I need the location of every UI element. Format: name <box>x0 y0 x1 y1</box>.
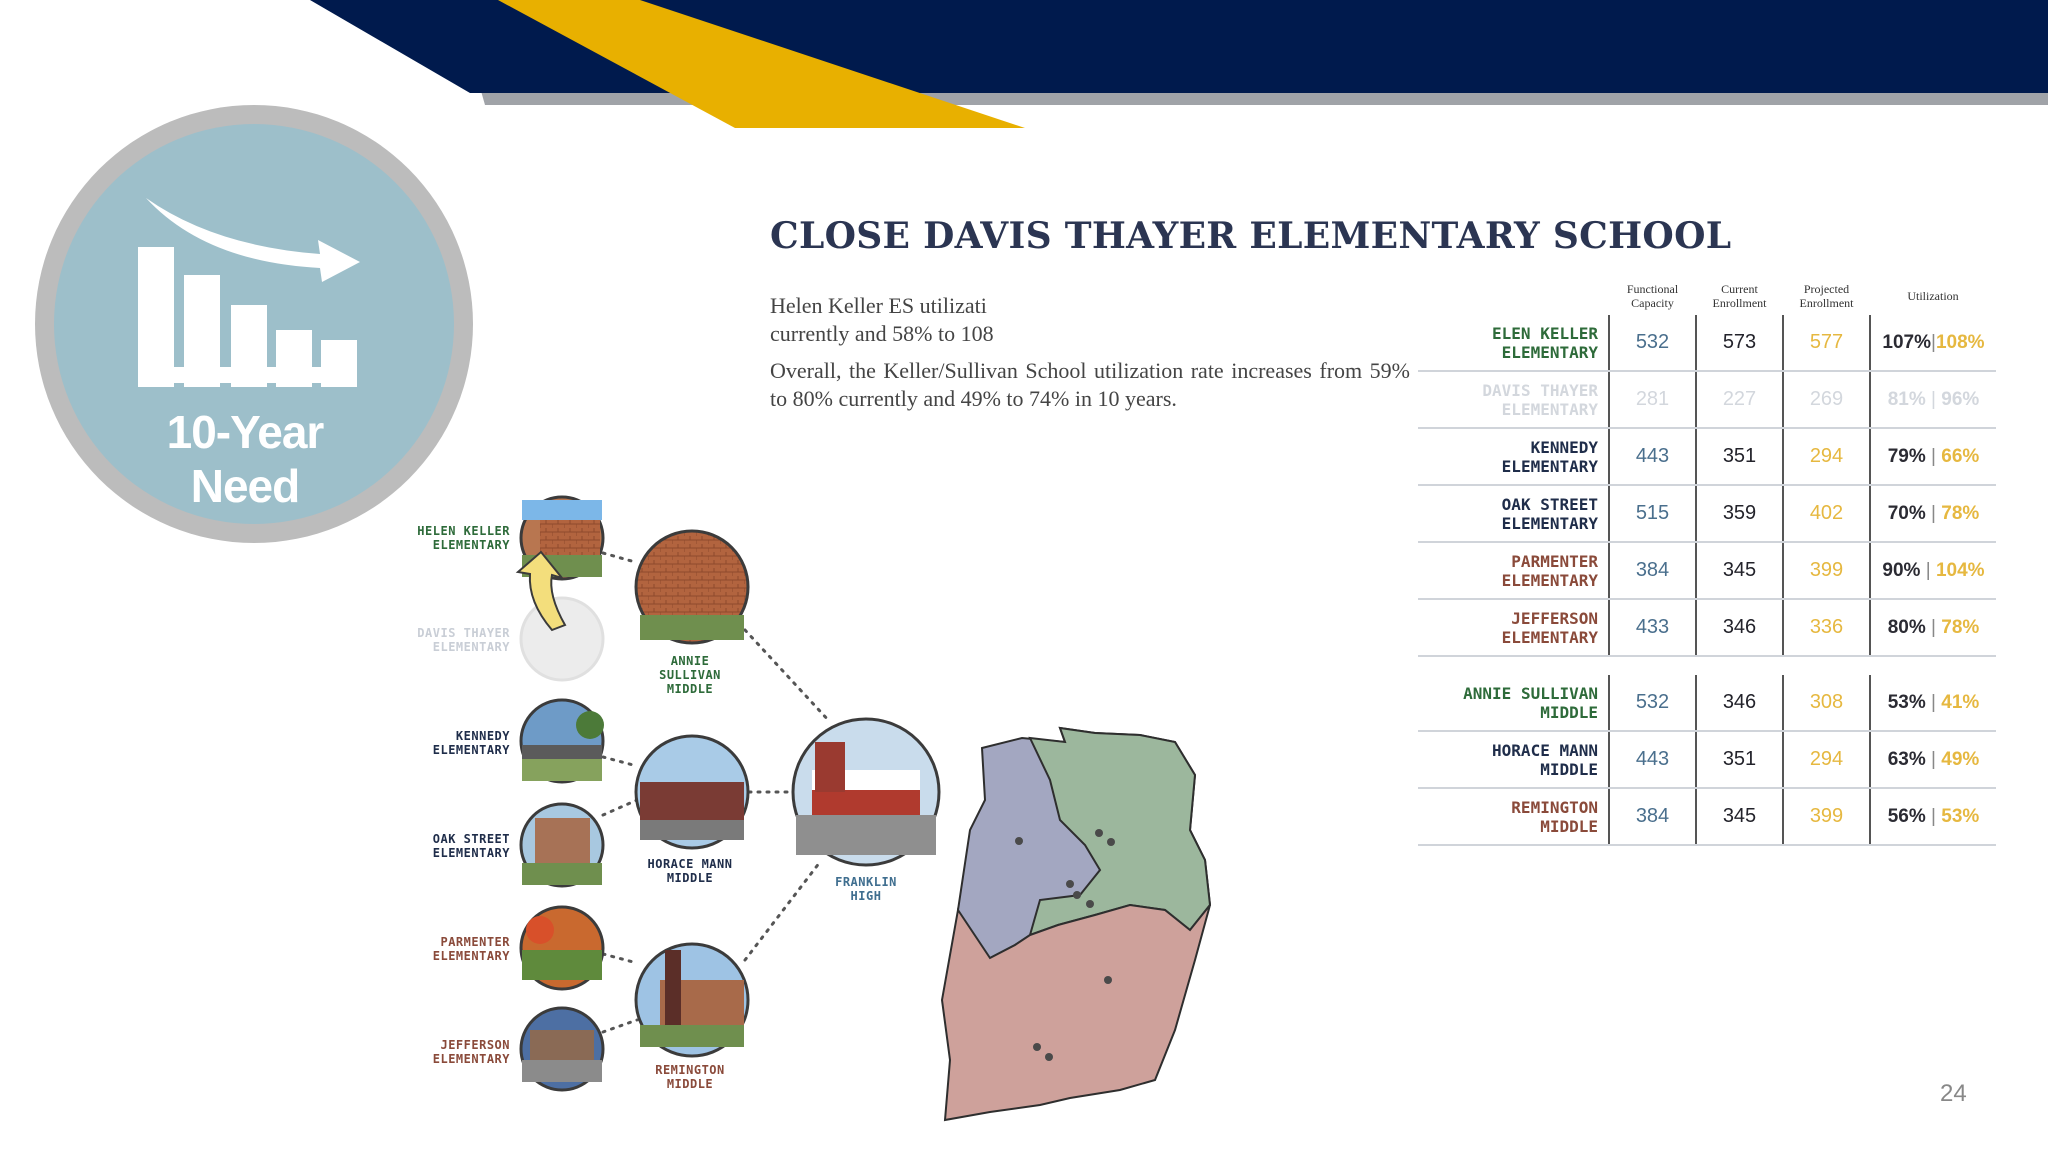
util-current: 53% <box>1887 691 1926 713</box>
label-line: PARMENTER <box>440 935 510 949</box>
school-name-line: MIDDLE <box>1540 702 1598 722</box>
school-name <box>1418 485 1609 542</box>
projected-cell: 577 <box>1783 315 1870 371</box>
label-line: MIDDLE <box>666 871 714 885</box>
current-cell: 345 <box>1696 788 1783 845</box>
table-row <box>1418 371 1996 428</box>
table-row <box>1418 788 1996 845</box>
projected-cell: 308 <box>1783 675 1870 731</box>
table-row <box>1418 315 1996 371</box>
util-current: 63% <box>1887 748 1926 770</box>
capacity-cell: 433 <box>1609 599 1696 656</box>
ten-year-need-label: 10-Year Need <box>166 406 324 512</box>
util-projected: 41% <box>1941 691 1980 713</box>
label-franklin-high <box>806 875 926 903</box>
current-cell: 359 <box>1696 485 1783 542</box>
util-projected: 66% <box>1941 445 1980 467</box>
util-separator: | <box>1931 388 1936 410</box>
label-line: HORACE MANN <box>647 857 733 871</box>
util-separator: | <box>1931 805 1936 827</box>
util-current: 56% <box>1887 805 1926 827</box>
school-name-line: HORACE MANN <box>1492 740 1598 760</box>
utilization-cell <box>1870 599 1996 656</box>
utilization-cell <box>1870 675 1996 731</box>
table-header-row <box>1418 277 1996 315</box>
current-cell: 351 <box>1696 731 1783 788</box>
capacity-cell: 532 <box>1609 675 1696 731</box>
label-line: REMINGTON <box>655 1063 725 1077</box>
util-separator: | <box>1931 691 1936 713</box>
current-cell: 227 <box>1696 371 1783 428</box>
label-line: JEFFERSON <box>440 1038 510 1052</box>
header-school <box>1418 277 1609 315</box>
utilization-table <box>1418 277 1996 846</box>
label-annie-sullivan <box>630 654 750 696</box>
util-current: 80% <box>1887 616 1926 638</box>
table-spacer <box>1418 656 1996 675</box>
label-line: ELEMENTARY <box>432 846 510 860</box>
util-current: 81% <box>1887 388 1926 410</box>
school-name-line: ELEMENTARY <box>1501 627 1598 647</box>
util-separator: | <box>1931 331 1936 353</box>
label-line: ELEMENTARY <box>432 538 510 552</box>
capacity-cell: 281 <box>1609 371 1696 428</box>
utilization-cell <box>1870 371 1996 428</box>
helen-keller-note-line-2: currently and 58% to 108 <box>770 321 994 346</box>
label-line: SULLIVAN <box>659 668 721 682</box>
table-row <box>1418 542 1996 599</box>
label-davis-thayer <box>360 626 510 654</box>
label-parmenter <box>360 935 510 963</box>
header-text: Functional <box>1626 282 1679 296</box>
current-cell: 573 <box>1696 315 1783 371</box>
util-projected: 49% <box>1941 748 1980 770</box>
capacity-cell: 515 <box>1609 485 1696 542</box>
util-current: 70% <box>1887 502 1926 524</box>
school-name <box>1418 788 1609 845</box>
util-separator: | <box>1931 748 1936 770</box>
util-separator: | <box>1931 502 1936 524</box>
photo-kennedy <box>521 700 604 782</box>
current-cell: 351 <box>1696 428 1783 485</box>
photo-davis-thayer <box>521 598 603 680</box>
school-name-line: ELEMENTARY <box>1501 570 1598 590</box>
label-helen-keller <box>360 524 510 552</box>
helen-keller-note <box>770 292 1410 348</box>
label-line: DAVIS THAYER <box>417 626 510 640</box>
label-line: ELEMENTARY <box>432 743 510 757</box>
label-jefferson <box>360 1038 510 1066</box>
util-separator: | <box>1931 445 1936 467</box>
school-name-line: ELEN KELLER <box>1492 323 1598 343</box>
capacity-cell: 384 <box>1609 542 1696 599</box>
label-line: FRANKLIN <box>835 875 897 889</box>
school-name <box>1418 731 1609 788</box>
header-current-enrollment <box>1696 277 1783 315</box>
util-separator: | <box>1925 559 1931 581</box>
school-name-line: MIDDLE <box>1540 759 1598 779</box>
table-row <box>1418 675 1996 731</box>
util-current: 79% <box>1887 445 1926 467</box>
photo-horace-mann <box>636 736 748 848</box>
table-row <box>1418 599 1996 656</box>
utilization-cell <box>1870 788 1996 845</box>
header-text: Enrollment <box>1712 296 1767 310</box>
projected-cell: 399 <box>1783 788 1870 845</box>
label-line: KENNEDY <box>455 729 510 743</box>
school-name-line: OAK STREET <box>1501 494 1598 514</box>
school-name <box>1418 371 1609 428</box>
current-cell: 346 <box>1696 599 1783 656</box>
utilization-cell <box>1870 542 1996 599</box>
school-name <box>1418 315 1609 371</box>
label-line: ELEMENTARY <box>432 1052 510 1066</box>
label-line: HIGH <box>850 889 882 903</box>
projected-cell: 294 <box>1783 731 1870 788</box>
utilization-cell <box>1870 731 1996 788</box>
label-line: MIDDLE <box>666 682 714 696</box>
school-name-line: ELEMENTARY <box>1501 513 1598 533</box>
projected-cell: 399 <box>1783 542 1870 599</box>
label-line: ANNIE <box>670 654 710 668</box>
photo-remington <box>636 944 748 1056</box>
school-name-line: ELEMENTARY <box>1501 456 1598 476</box>
label-horace-mann <box>620 857 760 885</box>
school-name-line: ELEMENTARY <box>1501 342 1598 362</box>
slide-title: CLOSE DAVIS THAYER ELEMENTARY SCHOOL <box>770 215 1732 257</box>
photo-oak-street <box>521 804 603 886</box>
header-projected-enrollment <box>1783 277 1870 315</box>
school-name-line: PARMENTER <box>1511 551 1598 571</box>
school-name-line: ELEMENTARY <box>1501 399 1598 419</box>
projected-cell: 269 <box>1783 371 1870 428</box>
header-text: Enrollment <box>1799 296 1854 310</box>
label-line: HELEN KELLER <box>417 524 510 538</box>
helen-keller-note-line-1: Helen Keller ES utilizati <box>770 293 987 318</box>
school-name <box>1418 599 1609 656</box>
table-row <box>1418 731 1996 788</box>
util-current: 90% <box>1882 559 1921 581</box>
photo-franklin-high <box>793 719 939 865</box>
school-name-line: MIDDLE <box>1540 816 1598 836</box>
photo-jefferson <box>521 1008 603 1090</box>
label-line: ELEMENTARY <box>432 949 510 963</box>
school-name <box>1418 675 1609 731</box>
projected-cell: 294 <box>1783 428 1870 485</box>
label-line: MIDDLE <box>666 1077 714 1091</box>
school-name-line: ANNIE SULLIVAN <box>1463 683 1598 703</box>
spacer-cell <box>1418 656 1996 675</box>
util-projected: 53% <box>1941 805 1980 827</box>
current-cell: 345 <box>1696 542 1783 599</box>
district-map <box>942 728 1210 1120</box>
util-separator: | <box>1931 616 1936 638</box>
capacity-cell: 443 <box>1609 731 1696 788</box>
projected-cell: 402 <box>1783 485 1870 542</box>
school-name-line: DAVIS THAYER <box>1482 380 1598 400</box>
header-text: Capacity <box>1631 296 1674 310</box>
capacity-cell: 384 <box>1609 788 1696 845</box>
school-name-line: REMINGTON <box>1511 797 1598 817</box>
util-projected: 96% <box>1941 388 1980 410</box>
util-current: 107% <box>1882 331 1932 353</box>
label-remington <box>630 1063 750 1091</box>
table-row <box>1418 485 1996 542</box>
label-line: OAK STREET <box>432 832 510 846</box>
table-row <box>1418 428 1996 485</box>
header-text: Current <box>1721 282 1758 296</box>
util-projected: 78% <box>1941 502 1980 524</box>
util-projected: 108% <box>1935 331 1985 353</box>
label-oak-street <box>360 832 510 860</box>
label-line: ELEMENTARY <box>432 640 510 654</box>
util-projected: 78% <box>1941 616 1980 638</box>
projected-cell: 336 <box>1783 599 1870 656</box>
utilization-cell <box>1870 428 1996 485</box>
photo-parmenter <box>521 907 603 989</box>
header-text: Projected <box>1803 282 1850 296</box>
school-name-line: KENNEDY <box>1530 437 1598 457</box>
header-functional-capacity <box>1609 277 1696 315</box>
util-projected: 104% <box>1935 559 1985 581</box>
header-utilization: Utilization <box>1907 289 1959 303</box>
overall-utilization-note: Overall, the Keller/Sullivan School utilization rate increases from 59% to 80% currently and 49% to 74% in 10 years. <box>770 358 1410 411</box>
utilization-cell <box>1870 315 1996 371</box>
label-kennedy <box>360 729 510 757</box>
utilization-cell <box>1870 485 1996 542</box>
capacity-cell: 443 <box>1609 428 1696 485</box>
capacity-cell: 532 <box>1609 315 1696 371</box>
school-name <box>1418 542 1609 599</box>
photo-annie-sullivan <box>636 531 748 643</box>
school-name-line: JEFFERSON <box>1511 608 1598 628</box>
header-banner <box>310 0 2048 128</box>
school-name <box>1418 428 1609 485</box>
page-number: 24 <box>1940 1080 1967 1107</box>
current-cell: 346 <box>1696 675 1783 731</box>
